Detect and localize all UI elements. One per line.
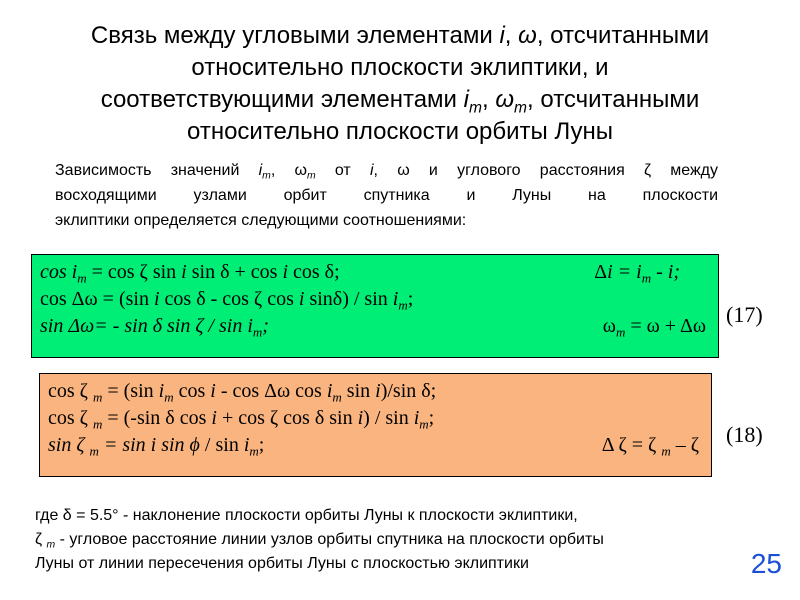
intro-line-3: эклиптики определяется следующими соотношениями: bbox=[55, 212, 467, 229]
title-line-2: относительно плоскости эклиптики, и bbox=[191, 54, 609, 81]
equation-number-17: (17) bbox=[726, 302, 763, 327]
eq18-row-1: cos ζ $_m$ = (sin $i_m$ cos i - cos Δω $\cos i_m$ sin i)/sin δ; bbox=[48, 380, 437, 405]
intro-line-1: Зависимость значений $i_m$, $\omega_m$ от i, ω и углового расстояния ζ между bbox=[55, 162, 719, 182]
title-line-1: Связь между угловыми элементами i, ω, отсчитанными bbox=[90, 22, 710, 49]
eq17-row-2: cos Δω = (sin i cos δ - cos ζ cos i $\sin\delta) / \sin i_m$; bbox=[40, 288, 414, 313]
footer-line-3: Луны от линии пересечения орбиты Луны с плоскостью эклиптики bbox=[35, 555, 529, 572]
footer-notes bbox=[35, 504, 775, 576]
intro-paragraph bbox=[55, 158, 718, 233]
title-line-3: соответствующими элементами $i_m$, $\omega_m$, отсчитанными bbox=[100, 86, 700, 117]
eq18-row-3: sin ζ $_m$ = sin i sin ϕ / $\sin i_m$; Δ ζ = ζ $_m$ – ζ bbox=[48, 434, 699, 459]
equation-number-18: (18) bbox=[726, 422, 763, 447]
eq17-row-3: sin Δω= - sin δ sin ζ / $\sin i_m$; $\omega_m = \omega + \Delta\omega$ bbox=[40, 315, 706, 340]
equation-box-17 bbox=[31, 254, 719, 358]
eq17-row-1: $\cos i_m = \cos \zeta$ sin i sin δ + cos i cos δ; $\Delta i = i_m - i$; bbox=[40, 261, 680, 286]
intro-line-2: восходящими узлами орбит спутника и Луны на плоскости bbox=[55, 187, 718, 204]
title-line-4: относительно плоскости орбиты Луны bbox=[187, 118, 613, 145]
equation-box-18 bbox=[39, 373, 712, 477]
slide-title bbox=[40, 20, 760, 148]
footer-line-2: ζ $_m$ - угловое расстояние линии узлов орбиты спутника на плоскости орбиты bbox=[35, 531, 604, 551]
eq18-row-2: cos ζ $_m$ = (-sin δ cos i + cos ζ cos δ $\sin i) / \sin i_m$; bbox=[48, 407, 435, 432]
page-number: 25 bbox=[750, 548, 782, 579]
footer-line-1: где δ = 5.5° - наклонение плоскости орбиты Луны к плоскости эклиптики, bbox=[35, 507, 578, 524]
